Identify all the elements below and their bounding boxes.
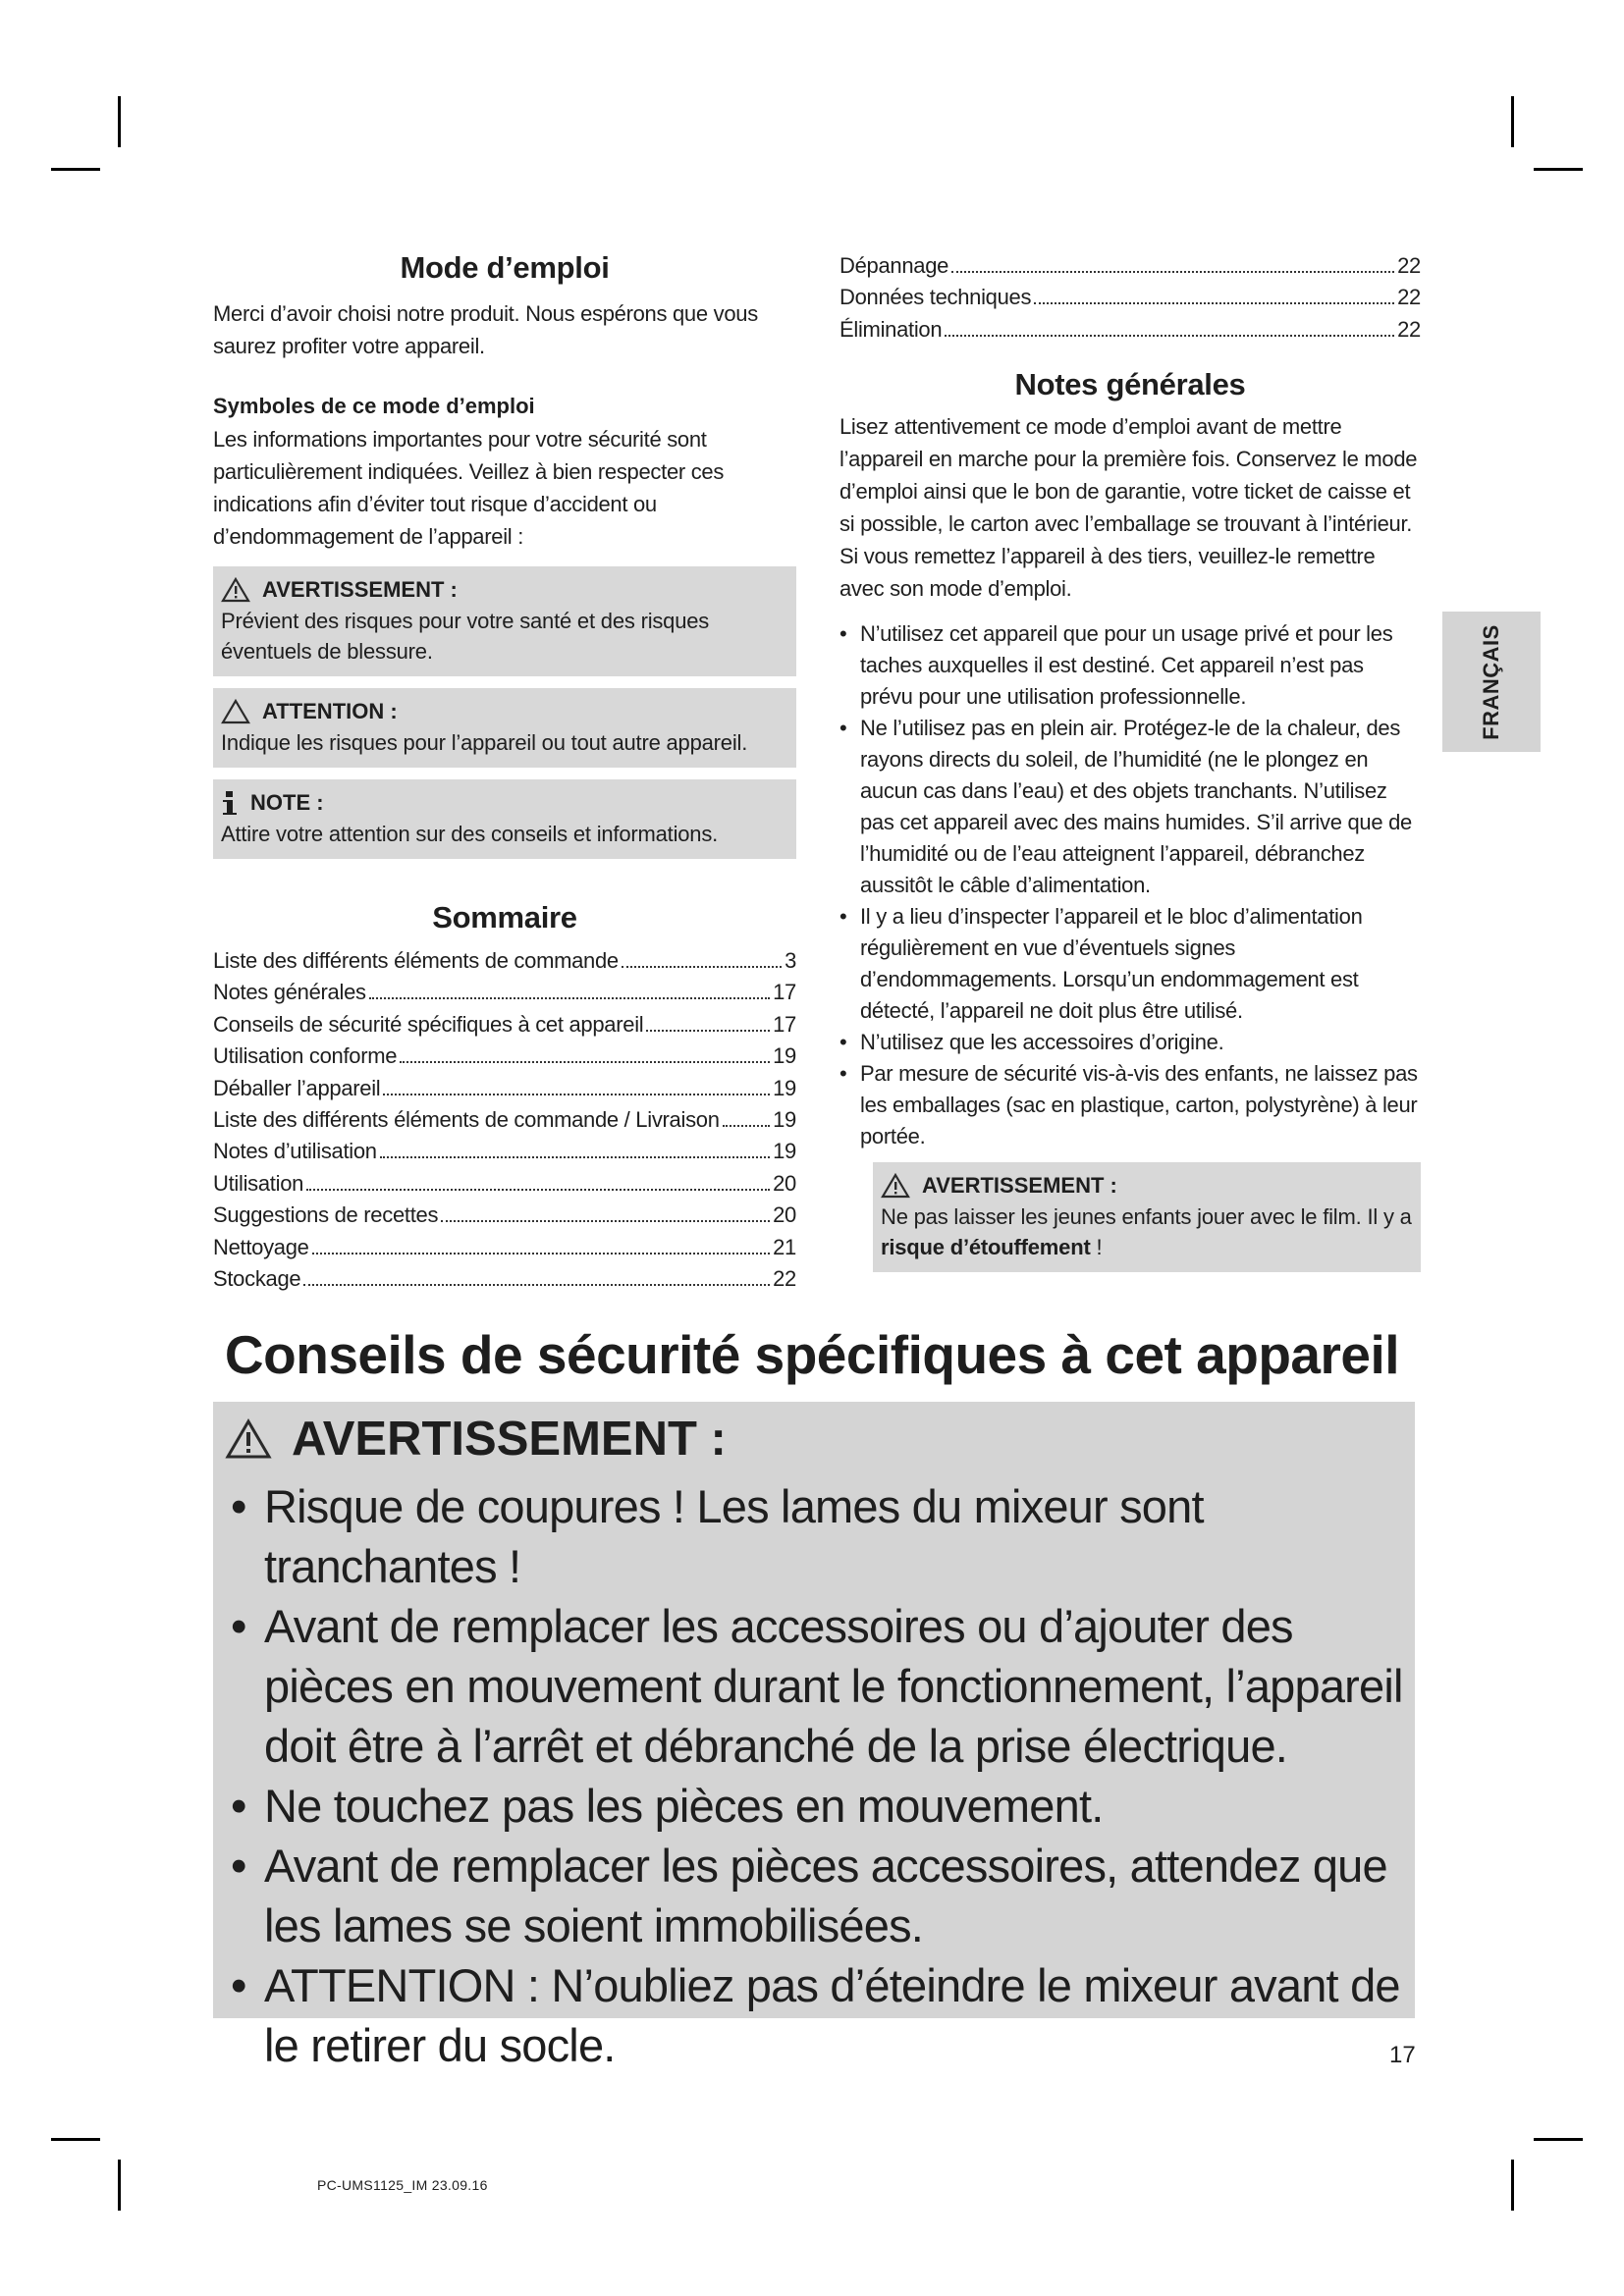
symbols-text: Les informations importantes pour votre sécurité sont particulièrement indiquées. Veillez à bien respecter ces indications afin d’éviter tout risque d’accident ou d’endommagement de l’appareil : xyxy=(213,427,725,549)
mode-emploi-title: Mode d’emploi xyxy=(400,250,610,285)
toc-list-continued xyxy=(839,250,1421,346)
notes-bullet-list xyxy=(839,618,1421,1152)
crop-mark xyxy=(1511,2160,1514,2211)
list-item: • ATTENTION : N’oubliez pas d’éteindre le mixeur avant de le retirer du socle. xyxy=(225,1955,1413,2075)
crop-mark xyxy=(118,2160,121,2211)
toc-item[interactable]: Utilisation conforme 19 xyxy=(213,1043,796,1069)
toc-item[interactable]: Stockage 22 xyxy=(213,1266,796,1292)
list-item: • Ne l’utilisez pas en plein air. Protégez-le de la chaleur, des rayons directs du soleil, de l’humidité (ne le plongez en aucun cas dans l’eau) et des objets tranchants. N’utilisez pas cet appareil avec des mains humides. S’il arrive que de l’humidité ou de l’eau atteignent l’appareil, débranchez aussitôt le câble d’alimentation. xyxy=(839,713,1421,901)
toc-item[interactable]: Utilisation 20 xyxy=(213,1170,796,1196)
note-text: Attire votre attention sur des conseils et informations. xyxy=(221,822,719,846)
crop-mark xyxy=(1511,96,1514,147)
toc-item[interactable]: Dépannage 22 xyxy=(839,253,1421,278)
toc-item[interactable]: Liste des différents éléments de commande 3 xyxy=(213,948,796,973)
list-item: • N’utilisez cet appareil que pour un usage privé et pour les taches auxquelles il est destiné. Cet appareil n’est pas prévu pour une utilisation professionnelle. xyxy=(839,618,1421,713)
film-warning-text: Ne pas laisser les jeunes enfants jouer avec le film. Il y a risque d’étouffement ! xyxy=(881,1204,1412,1260)
list-item: • Avant de remplacer les pièces accessoires, attendez que les lames se soient immobilisées. xyxy=(225,1836,1413,1955)
list-item: • N’utilisez que les accessoires d’origine. xyxy=(839,1027,1421,1058)
note-box xyxy=(213,779,796,859)
safety-list xyxy=(225,1476,1413,2075)
toc-item[interactable]: Notes générales 17 xyxy=(213,980,796,1005)
warning-box xyxy=(213,566,796,676)
crop-mark xyxy=(1534,2138,1583,2141)
sommaire-title: Sommaire xyxy=(432,900,577,934)
toc-list xyxy=(213,945,796,1295)
list-item: • Risque de coupures ! Les lames du mixeur sont tranchantes ! xyxy=(225,1476,1413,1596)
right-column xyxy=(839,250,1421,1272)
attention-label: ATTENTION : xyxy=(262,699,398,723)
toc-item[interactable]: Conseils de sécurité spécifiques à cet appareil 17 xyxy=(213,1011,796,1037)
crop-mark xyxy=(51,168,100,171)
info-icon xyxy=(221,790,239,816)
caution-triangle-icon xyxy=(221,699,250,724)
notes-intro: Lisez attentivement ce mode d’emploi avant de mettre l’appareil en marche pour la première fois. Conservez le mode d’emploi ainsi que le bon de garantie, votre ticket de caisse et si possible, le carton avec l’emballage se trouvant à l’intérieur. Si vous remettez l’appareil à des tiers, veuillez-le remettre avec son mode d’emploi. xyxy=(839,414,1418,602)
warning-triangle-icon xyxy=(221,577,250,603)
warning-label: AVERTISSEMENT : xyxy=(262,577,458,602)
symbols-heading: Symboles de ce mode d’emploi xyxy=(213,394,535,418)
crop-mark xyxy=(1534,168,1583,171)
toc-item[interactable]: Données techniques 22 xyxy=(839,285,1421,310)
footer-code: PC-UMS1125_IM 23.09.16 xyxy=(317,2177,488,2193)
notes-generales-title: Notes générales xyxy=(1014,367,1246,402)
list-item: • Il y a lieu d’inspecter l’appareil et le bloc d’alimentation régulièrement en vue d’éventuels signes d’endommagements. Lorsqu’un endommagement est détecté, l’appareil ne doit plus être utilisé. xyxy=(839,901,1421,1027)
toc-item[interactable]: Notes d’utilisation 19 xyxy=(213,1139,796,1164)
attention-box xyxy=(213,688,796,768)
toc-item[interactable]: Suggestions de recettes 20 xyxy=(213,1202,796,1228)
safety-title: Conseils de sécurité spécifiques à cet appareil xyxy=(224,1324,1400,1385)
list-item: • Ne touchez pas les pièces en mouvement. xyxy=(225,1776,1413,1836)
attention-text: Indique les risques pour l’appareil ou tout autre appareil. xyxy=(221,730,748,755)
note-label: NOTE : xyxy=(250,790,324,815)
toc-item[interactable]: Liste des différents éléments de commande / Livraison 19 xyxy=(213,1107,796,1133)
warning-label: AVERTISSEMENT : xyxy=(922,1173,1117,1199)
left-column xyxy=(213,250,796,1295)
list-item: • Par mesure de sécurité vis-à-vis des enfants, ne laissez pas les emballages (sac en plastique, carton, polystyrène) à leur portée. xyxy=(839,1058,1421,1152)
toc-item[interactable]: Nettoyage 21 xyxy=(213,1234,796,1259)
safety-warning-label: AVERTISSEMENT : xyxy=(292,1413,727,1466)
toc-item[interactable]: Élimination 22 xyxy=(839,316,1421,342)
language-tab[interactable] xyxy=(1442,612,1541,752)
page-number: 17 xyxy=(1389,2042,1416,2068)
warning-text: Prévient des risques pour votre santé et des risques éventuels de blessure. xyxy=(221,609,710,664)
language-tab-label: FRANÇAIS xyxy=(1479,623,1504,740)
crop-mark xyxy=(51,2138,100,2141)
toc-item[interactable]: Déballer l’appareil 19 xyxy=(213,1075,796,1100)
crop-mark xyxy=(118,96,121,147)
list-item: • Avant de remplacer les accessoires ou d’ajouter des pièces en mouvement durant le fonctionnement, l’appareil doit être à l’arrêt et débranché de la prise électrique. xyxy=(225,1596,1413,1776)
intro-text: Merci d’avoir choisi notre produit. Nous espérons que vous saurez profiter votre appareil. xyxy=(213,301,758,358)
warning-triangle-icon xyxy=(881,1173,910,1199)
warning-triangle-icon xyxy=(225,1418,272,1460)
film-warning-box xyxy=(873,1162,1421,1272)
